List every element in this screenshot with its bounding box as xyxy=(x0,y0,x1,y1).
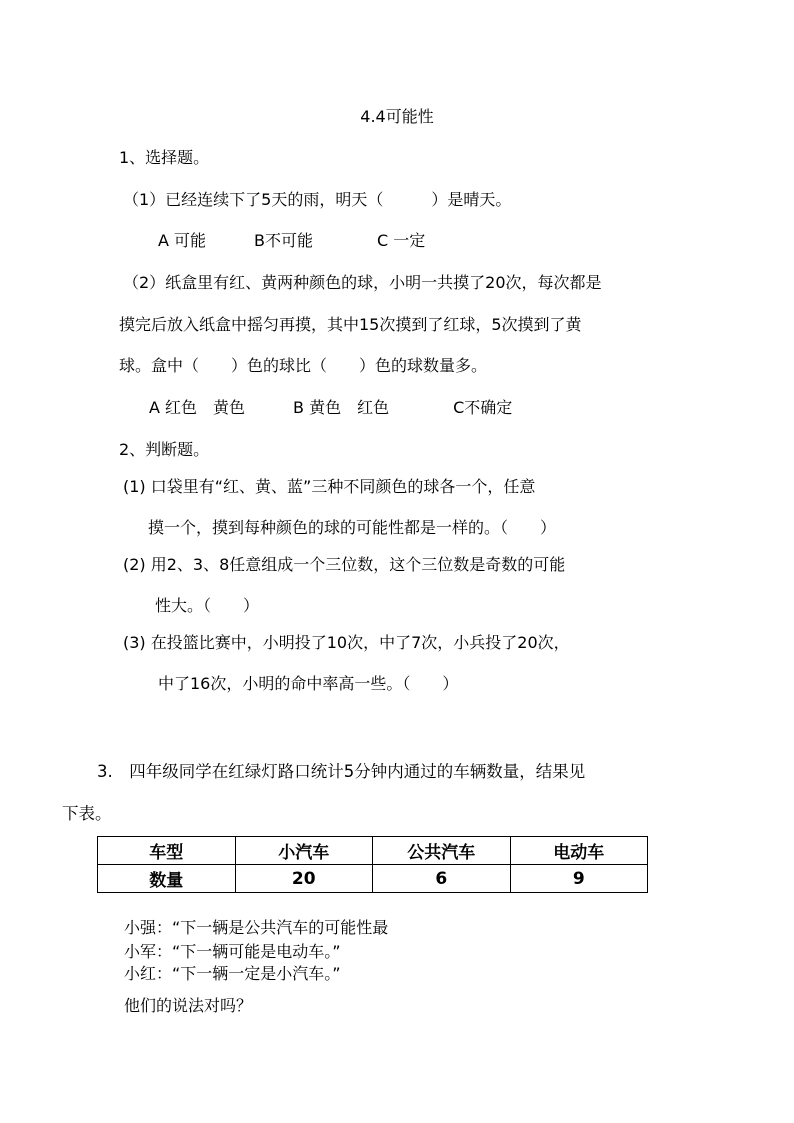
table-header-cell: 电动车 xyxy=(510,837,648,865)
choice-q2-line2: 摸完后放入纸盒中摇匀再摸，其中15次摸到了红球，5次摸到了黄 xyxy=(119,315,582,334)
judge-q3-line1: (3) 在投篮比赛中，小明投了10次，中了7次，小兵投了20次， xyxy=(123,633,570,652)
statement-xiaoqiang: 小强：“下一辆是公共汽车的可能性最 xyxy=(124,918,389,937)
table-cell: 20 xyxy=(235,865,373,893)
choice-q1-text: （1）已经连续下了5天的雨，明天（ ）是晴天。 xyxy=(123,190,512,209)
section3-line1: 3. 四年级同学在红绿灯路口统计5分钟内通过的车辆数量，结果见 xyxy=(97,762,586,781)
vehicle-count-table xyxy=(97,836,648,893)
judge-q1-line1: (1) 口袋里有“红、黄、蓝”三种不同颜色的球各一个，任意 xyxy=(123,477,536,496)
table-cell: 6 xyxy=(373,865,511,893)
judge-q1-line2: 摸一个，摸到每种颜色的球的可能性都是一样的。（ ） xyxy=(148,518,557,537)
table-cell: 9 xyxy=(510,865,648,893)
choice-q2-options: A 红色 黄色 B 黄色 红色 C不确定 xyxy=(149,398,513,417)
section3-line2: 下表。 xyxy=(62,804,112,823)
final-question: 他们的说法对吗？ xyxy=(124,996,253,1015)
table-header-cell: 公共汽车 xyxy=(373,837,511,865)
choice-q1-options: A 可能 B不可能 C 一定 xyxy=(158,231,426,250)
section2-heading: 2、判断题。 xyxy=(119,440,210,459)
judge-q3-line2: 中了16次，小明的命中率高一些。（ ） xyxy=(158,674,459,693)
table-header-cell: 车型 xyxy=(98,837,236,865)
statement-xiaohong: 小红：“下一辆一定是小汽车。” xyxy=(124,964,341,983)
table-header-cell: 小汽车 xyxy=(235,837,373,865)
table-cell: 数量 xyxy=(98,865,236,893)
page-title: 4.4可能性 xyxy=(360,107,434,126)
statement-xiaojun: 小军：“下一辆可能是电动车。” xyxy=(124,942,341,961)
judge-q2-line2: 性大。（ ） xyxy=(155,596,260,615)
table-row xyxy=(98,865,648,893)
choice-q2-line1: （2）纸盒里有红、黄两种颜色的球，小明一共摸了20次，每次都是 xyxy=(123,273,602,292)
choice-q2-line3: 球。盒中（ ）色的球比（ ）色的球数量多。 xyxy=(119,356,488,375)
table-header-row xyxy=(98,837,648,865)
section1-heading: 1、选择题。 xyxy=(119,148,210,167)
judge-q2-line1: (2) 用2、3、8任意组成一个三位数，这个三位数是奇数的可能 xyxy=(123,555,566,574)
